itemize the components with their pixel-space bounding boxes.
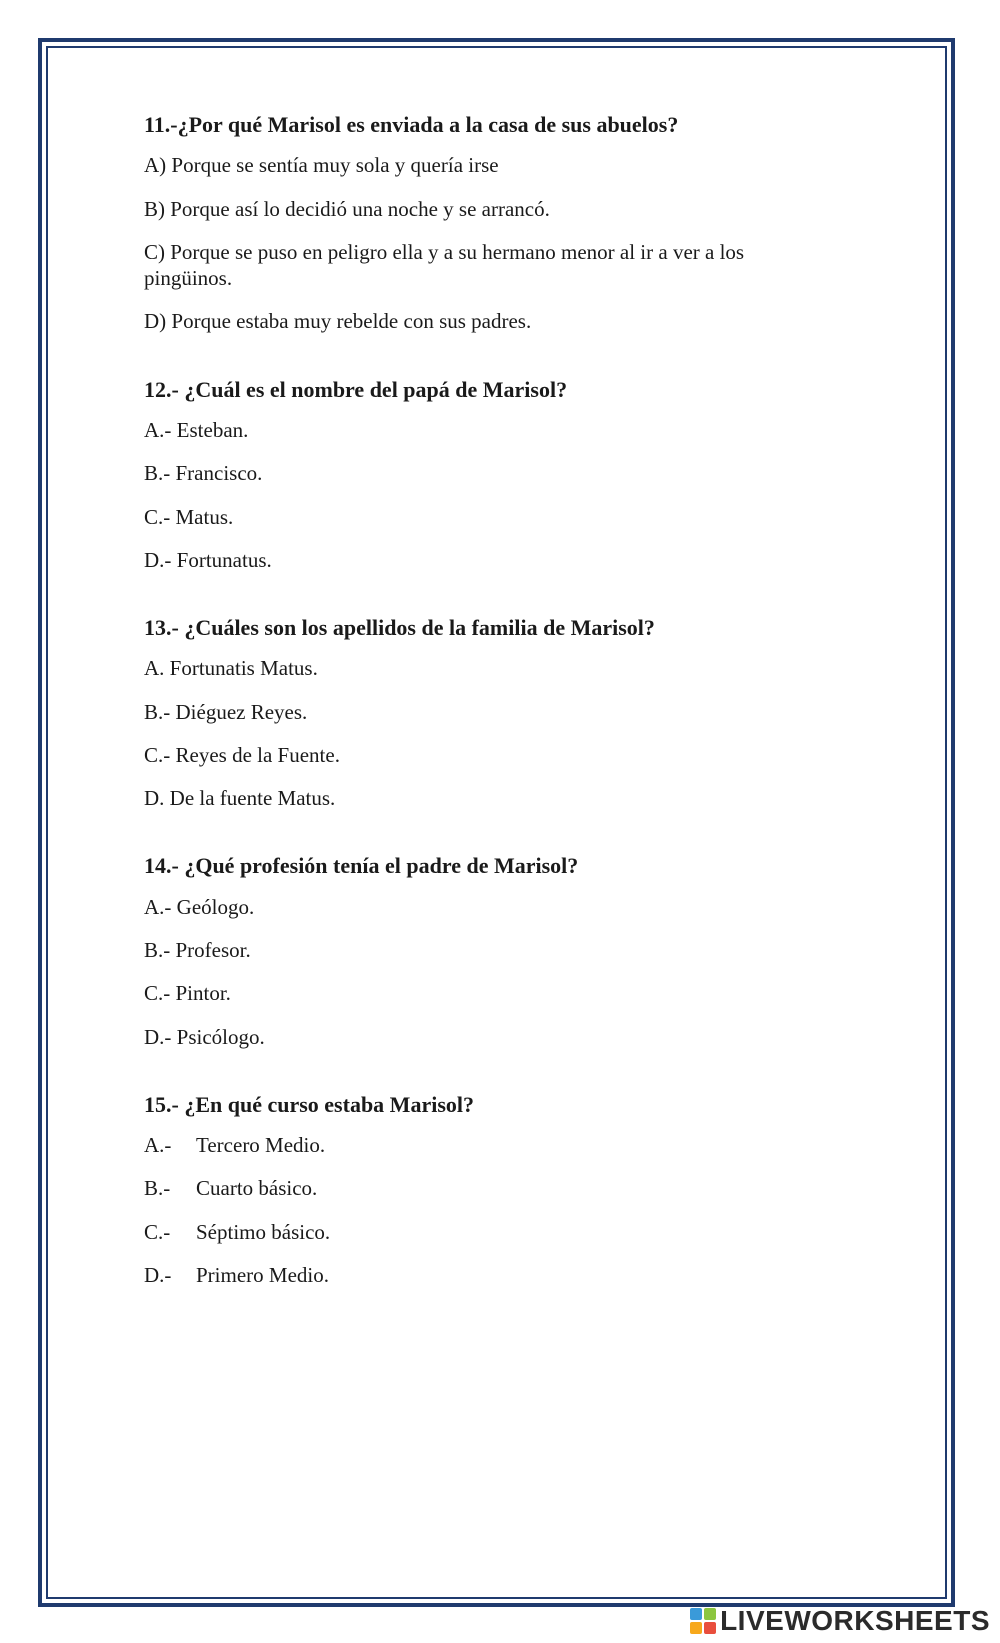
- question-13: [144, 615, 844, 811]
- question-title: 11.-¿Por qué Marisol es enviada a la casa de sus abuelos?: [144, 112, 679, 137]
- question-12: [144, 377, 844, 573]
- liveworksheets-logo-icon: [690, 1608, 716, 1634]
- option-text: Séptimo básico.: [196, 1219, 331, 1244]
- option-letter: A.-: [144, 1133, 172, 1158]
- answer-option-c[interactable]: C.- Matus.: [144, 504, 234, 529]
- logo-text: LIVEWORKSHEETS: [720, 1605, 990, 1636]
- answer-option-c[interactable]: C) Porque se puso en peligro ella y a su hermano menor al ir a ver a los pingüinos.: [144, 239, 745, 291]
- option-letter: D.-: [144, 1262, 172, 1287]
- answer-option-d[interactable]: D) Porque estaba muy rebelde con sus padres.: [144, 309, 532, 334]
- answer-option-d[interactable]: [144, 1262, 844, 1288]
- answer-option-d[interactable]: D. De la fuente Matus.: [144, 786, 336, 811]
- answer-option-c[interactable]: C.- Pintor.: [144, 981, 231, 1006]
- question-title: 13.- ¿Cuáles son los apellidos de la familia de Marisol?: [144, 615, 655, 641]
- option-text: Primero Medio.: [196, 1262, 329, 1287]
- answer-option-b[interactable]: B.- Francisco.: [144, 461, 263, 486]
- question-11: [144, 112, 844, 335]
- question-title: 14.- ¿Qué profesión tenía el padre de Marisol?: [144, 853, 579, 879]
- question-title: 15.- ¿En qué curso estaba Marisol?: [144, 1091, 474, 1117]
- answer-option-a[interactable]: A.- Esteban.: [144, 418, 249, 443]
- worksheet-content: [144, 112, 844, 1330]
- answer-option-a[interactable]: [144, 1132, 844, 1158]
- question-14: [144, 853, 844, 1049]
- answer-option-a[interactable]: A.- Geólogo.: [144, 894, 255, 919]
- question-title: 12.- ¿Cuál es el nombre del papá de Marisol?: [144, 376, 568, 402]
- option-text: Cuarto básico.: [196, 1176, 318, 1201]
- answer-option-b[interactable]: [144, 1175, 844, 1201]
- answer-option-a[interactable]: A) Porque se sentía muy sola y quería irse: [144, 153, 499, 178]
- question-15: [144, 1092, 844, 1288]
- option-text: Tercero Medio.: [196, 1133, 326, 1158]
- answer-option-c[interactable]: C.- Reyes de la Fuente.: [144, 742, 340, 767]
- answer-option-b[interactable]: B.- Profesor.: [144, 938, 251, 963]
- answer-option-a[interactable]: A. Fortunatis Matus.: [144, 656, 318, 681]
- answer-option-d[interactable]: D.- Fortunatus.: [144, 547, 272, 572]
- option-letter: B.-: [144, 1176, 171, 1201]
- answer-option-c[interactable]: [144, 1219, 844, 1245]
- answer-option-b[interactable]: B.- Diéguez Reyes.: [144, 699, 308, 724]
- answer-option-d[interactable]: D.- Psicólogo.: [144, 1024, 265, 1049]
- option-letter: C.-: [144, 1219, 171, 1244]
- answer-option-b[interactable]: B) Porque así lo decidió una noche y se arrancó.: [144, 196, 550, 221]
- liveworksheets-logo[interactable]: [690, 1605, 990, 1637]
